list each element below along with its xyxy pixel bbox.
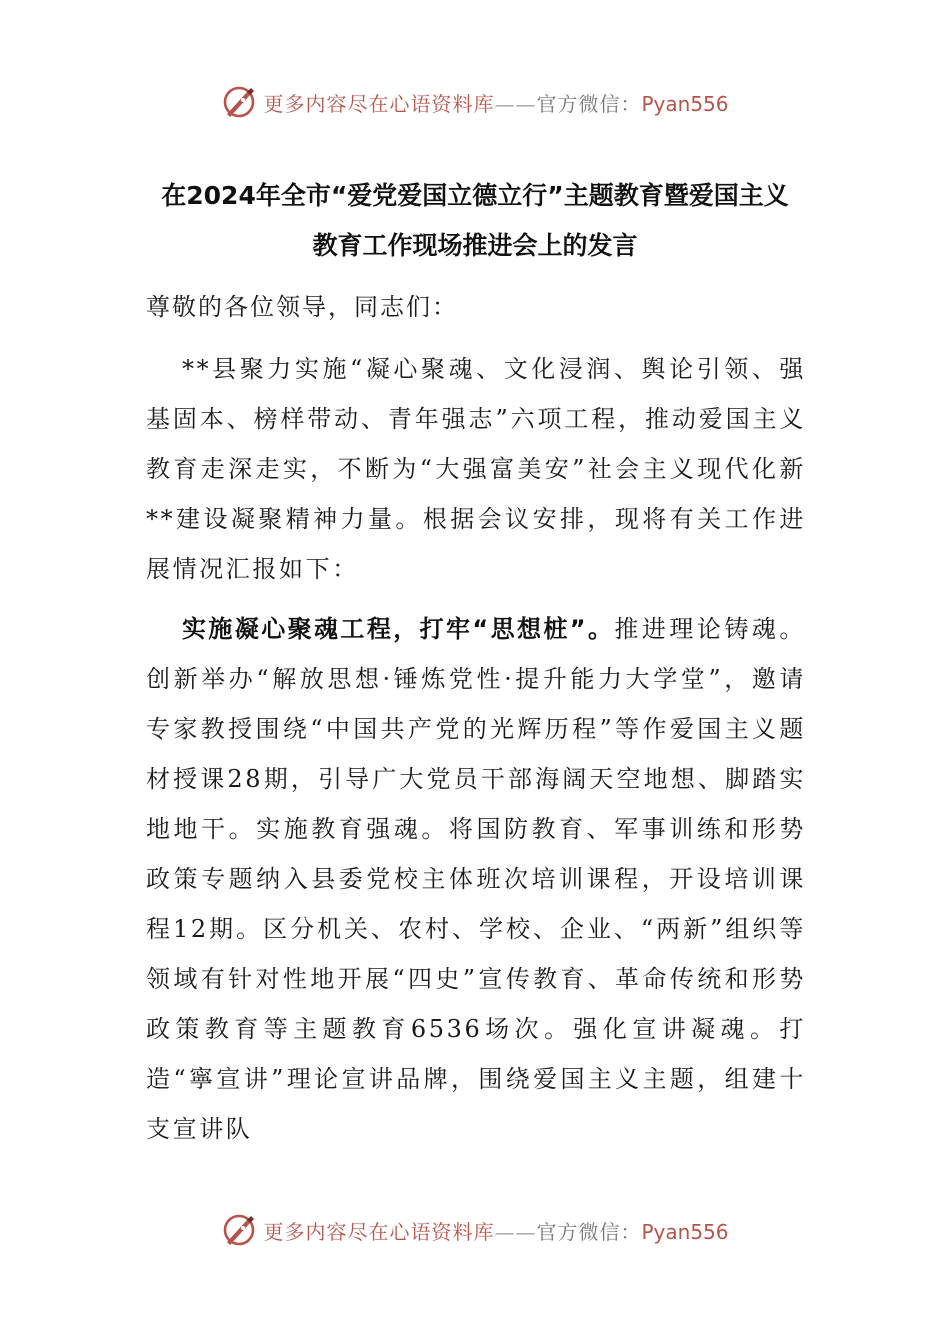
watermark-promo: 更多内容尽在心语资料库 — [263, 91, 495, 116]
pen-circle-logo-icon — [221, 84, 257, 120]
watermark-banner-bottom — [0, 1208, 950, 1252]
watermark-banner-top — [0, 80, 950, 124]
section-body: 推进理论铸魂。创新举办“解放思想·锤炼党性·提升能力大学堂”，邀请专家教授围绕“中国共产党的光辉历程”等作爱国主义题材授课28期，引导广大党员干部海阔天空地想、脚踏实地地干。实施教育强魂。将国防教育、军事训练和形势政策专题纳入县委党校主体班次培训课程，开设培训课程12期。区分机关、农村、学校、企业、“两新”组织等领域有针对性地开展“四史”宣传教育、革命传统和形势政策教育等主题教育6536场次。强化宣讲凝魂。打造“寧宣讲”理论宣讲品牌，围绕爱国主义主题，组建十支宣讲队 — [146, 615, 807, 1143]
document-title-line-2: 教育工作现场推进会上的发言 — [312, 231, 638, 260]
section-heading: 实施凝心聚魂工程，打牢“思想桩”。 — [182, 615, 615, 643]
pen-circle-logo-icon — [221, 1212, 257, 1248]
watermark-text — [263, 88, 728, 117]
salutation: 尊敬的各位领导，同志们： — [146, 293, 458, 321]
watermark-wechat-label: 官方微信： — [536, 91, 642, 116]
watermark-dash: —— — [494, 91, 537, 116]
watermark-wechat-id: Pyan556 — [641, 91, 729, 116]
paragraph-intro: **县聚力实施“凝心聚魂、文化浸润、舆论引领、强基固本、榜样带动、青年强志”六项工程，推动爱国主义教育走深走实，不断为“大强富美安”社会主义现代化新**建设凝聚精神力量。根据会议安排，现将有关工作进展情况汇报如下： — [146, 355, 806, 583]
watermark-promo: 更多内容尽在心语资料库 — [263, 1219, 495, 1244]
watermark-text — [263, 1216, 728, 1245]
paragraph-section-1 — [146, 604, 806, 1154]
watermark-dash: —— — [494, 1219, 537, 1244]
watermark-wechat-label: 官方微信： — [536, 1219, 642, 1244]
watermark-wechat-id: Pyan556 — [641, 1219, 729, 1244]
document-title-line-1: 在2024年全市“爱党爱国立德立行”主题教育暨爱国主义 — [161, 181, 789, 210]
